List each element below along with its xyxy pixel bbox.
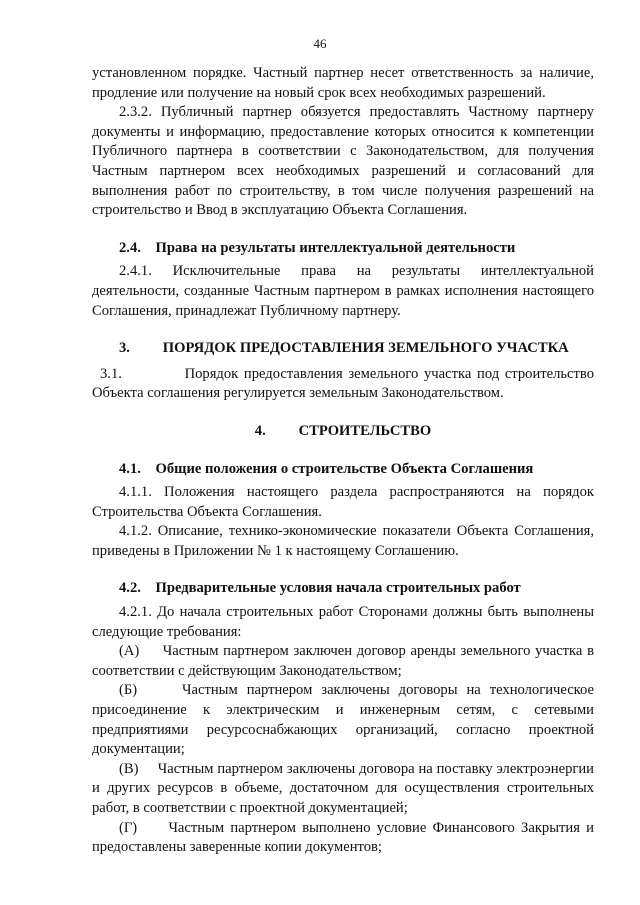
heading-4-2-number: 4.2. bbox=[119, 580, 141, 597]
heading-4-1-number: 4.1. bbox=[119, 460, 141, 477]
heading-4 bbox=[92, 422, 594, 442]
paragraph-2-4-1: 2.4.1. Исключительные права на результаты интеллектуальной деятельности, созданные Частным партнером в рамках исполнения настоящего Соглашения, принадлежат Публичному партнеру. bbox=[92, 263, 594, 319]
paragraph-item-a: (А) Частным партнером заключен договор аренды земельного участка в соответствии с действующим Законодательством; bbox=[92, 643, 594, 679]
paragraph-2-3-2: 2.3.2. Публичный партнер обязуется предоставлять Частному партнеру документы и информацию, предоставление которых относится к компетенции Публичного партнера в соответствии с Законодательством, для получения Частным партнером всех необходимых разрешений и согласований для выполнения работ по строительству, в том числе получения разрешений на строительство и Ввод в эксплуатацию Объекта Соглашения. bbox=[92, 104, 594, 219]
heading-4-1 bbox=[92, 460, 594, 480]
document-body bbox=[92, 64, 594, 858]
heading-4-2-title: Предварительные условия начала строительных работ bbox=[155, 580, 521, 597]
paragraph-4-1-1: 4.1.1. Положения настоящего раздела распространяются на порядок Строительства Объекта Соглашения. bbox=[92, 484, 594, 520]
heading-3-number: 3. bbox=[119, 340, 130, 357]
heading-2-4-number: 2.4. bbox=[119, 239, 141, 256]
paragraph-4-2-1: 4.2.1. До начала строительных работ Сторонами должны быть выполнены следующие требования: bbox=[92, 604, 594, 640]
heading-2-4 bbox=[92, 239, 594, 259]
paragraph-continuation: установленном порядке. Частный партнер несет ответственность за наличие, продление или получение на новый срок всех необходимых разрешений. bbox=[92, 65, 594, 101]
paragraph-3-1-number: 3.1. bbox=[100, 365, 122, 382]
page-number: 46 bbox=[313, 36, 327, 51]
heading-4-title: СТРОИТЕЛЬСТВО bbox=[298, 422, 432, 439]
paragraph-item-b: (Б) Частным партнером заключены договоры на технологическое присоединение к электрическим и инженерным сетям, с сетевыми предприятиями ресурсоснабжающих организаций, согласно проектной документации; bbox=[92, 682, 594, 758]
heading-3 bbox=[92, 339, 594, 359]
paragraph-item-g: (Г) Частным партнером выполнено условие Финансового Закрытия и предоставлены заверенные копии документов; bbox=[92, 819, 594, 856]
paragraph-3-1 bbox=[92, 365, 594, 404]
heading-4-1-title: Общие положения о строительстве Объекта Соглашения bbox=[155, 460, 534, 477]
paragraph-item-v: (В) Частным партнером заключены договора на поставку электроэнергии и других ресурсов в объеме, достаточном для осуществления строительных работ, в соответствии с проектной документацией; bbox=[92, 760, 594, 816]
paragraph-3-1-text: Порядок предоставления земельного участка под строительство Объекта соглашения регулируется земельным Законодательством. bbox=[92, 365, 594, 402]
heading-4-number: 4. bbox=[254, 422, 266, 439]
heading-2-4-title: Права на результаты интеллектуальной деятельности bbox=[155, 239, 516, 256]
paragraph-4-1-2: 4.1.2. Описание, технико-экономические показатели Объекта Соглашения, приведены в Приложении № 1 к настоящему Соглашению. bbox=[92, 523, 594, 559]
heading-3-title: ПОРЯДОК ПРЕДОСТАВЛЕНИЯ ЗЕМЕЛЬНОГО УЧАСТКА bbox=[162, 340, 569, 357]
heading-4-2 bbox=[92, 579, 594, 599]
